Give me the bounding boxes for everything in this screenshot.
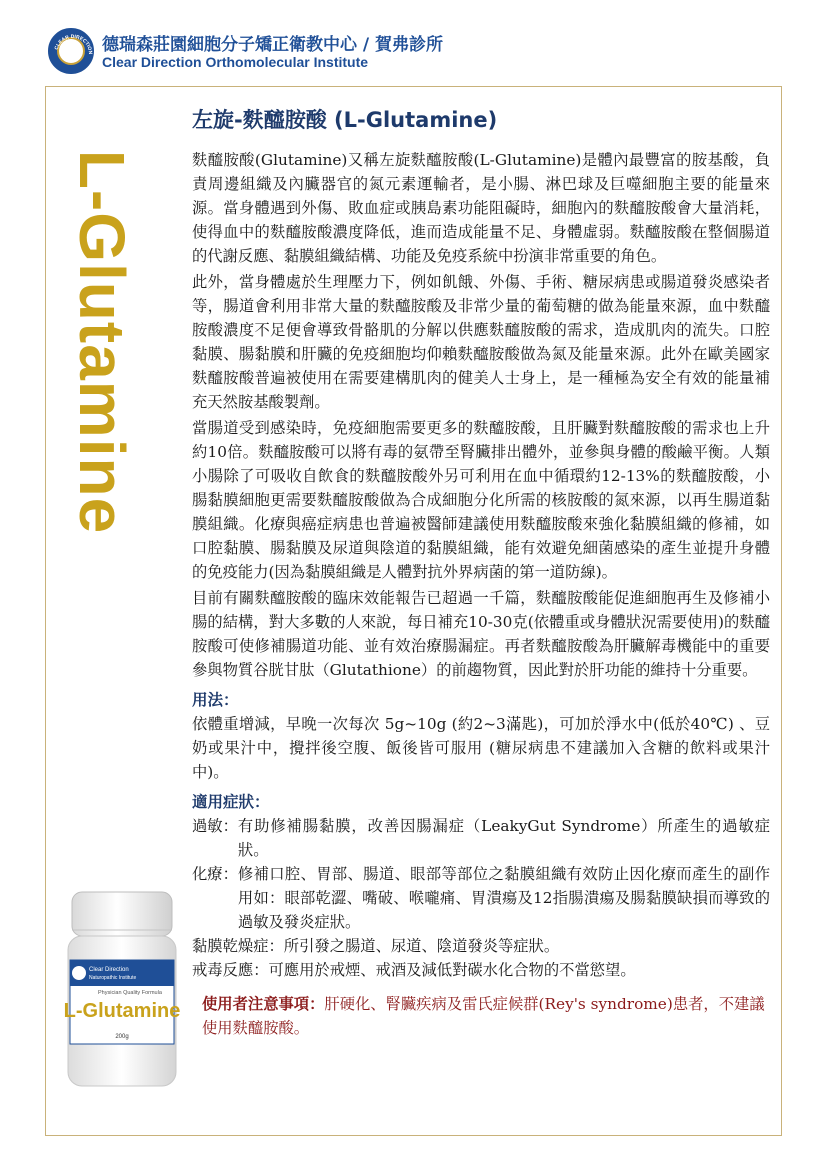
page-header (48, 26, 748, 76)
bottle-cap (72, 892, 172, 936)
indication-label: 過敏： (192, 817, 238, 835)
indication-item (192, 862, 770, 934)
indication-label: 黏膜乾燥症： (192, 937, 284, 955)
indication-item (192, 814, 770, 862)
paragraph-1: 麩醯胺酸(Glutamine)又稱左旋麩醯胺酸(L-Glutamine)是體內最豐富的胺基酸，負責周邊組織及內臟器官的氮元素運輸者，是小腸、淋巴球及巨噬細胞主要的能量來源。當身體遇到外傷、敗血症或胰島素功能阻礙時，細胞內的麩醯胺酸會大量消耗，使得血中的麩醯胺酸濃度降低，進而造成能量不足、身體虛弱。麩醯胺酸在整個腸道的代謝反應、黏膜組織結構、功能及免疫系統中扮演非常重要的角色。 (192, 151, 770, 265)
page-title: 左旋-麩醯胺酸 (L-Glutamine) (192, 108, 498, 132)
logo-ring (50, 30, 96, 76)
indication-text: 修補口腔、胃部、腸道、眼部等部位之黏膜組織有效防止因化療而產生的副作用如：眼部乾澀、嘴破、喉嚨痛、胃潰瘍及12指腸潰瘍及腸黏膜缺損而導致的過敏及發炎症狀。 (237, 865, 770, 931)
institute-name-en: Clear Direction Orthomolecular Institute (102, 54, 369, 70)
indication-text: 有助修補腸黏膜，改善因腸漏症（LeakyGut Syndrome）所產生的過敏症狀。 (237, 817, 770, 859)
indications-heading: 適用症狀： (192, 793, 270, 811)
side-title-text: L-Glutamine (66, 149, 138, 535)
warning-text: 肝硬化、腎臟疾病及雷氏症候群(Rey's syndrome)患者，不建議使用麩醯胺酸。 (202, 995, 765, 1037)
bottle-product-name: L-Glutamine (64, 1000, 180, 1022)
bottle-brand-line2: Naturopathic Institute (89, 975, 137, 981)
bottle-logo-icon (72, 966, 86, 980)
institute-logo-icon (48, 28, 94, 74)
paragraph-4: 目前有關麩醯胺酸的臨床效能報告已超過一千篇，麩醯胺酸能促進細胞再生及修補小腸的結構，對大多數的人來說，每日補充10-30克(依體重或身體狀況需要使用)的麩醯胺酸可使修補腸道功能、並有效治療腸漏症。再者麩醯胺酸為肝臟解毒機能中的重要參與物質谷胱甘肽（Glutathione）的前趨物質，因此對於肝功能的維持十分重要。 (192, 589, 770, 679)
side-title (66, 149, 138, 535)
warning-note (202, 992, 770, 1040)
indication-text: 所引發之腸道、尿道、陰道發炎等症狀。 (283, 937, 560, 955)
bottle-brand-line1: Clear Direction (89, 967, 129, 973)
product-bottle-image (64, 890, 180, 1090)
usage-text: 依體重增減，早晚一次每次 5g~10g (約2~3滿匙)，可加於淨水中(低於40℃) 、豆奶或果汁中，攪拌後空腹、飯後皆可服用 (糖尿病患不建議加入含糖的飲料或果汁中)。 (192, 715, 770, 781)
indication-label: 化療： (192, 865, 238, 883)
bottle-weight: 200g (115, 1034, 129, 1040)
bottle-quality: Physician Quality Formula (98, 990, 162, 996)
indication-label: 戒毒反應： (192, 961, 269, 979)
indication-text: 可應用於戒煙、戒酒及減低對碳水化合物的不當慾望。 (268, 961, 636, 979)
usage-heading: 用法： (192, 691, 239, 709)
institute-name-zh: 德瑞森莊園細胞分子矯正衛教中心 / 賀弗診所 (102, 35, 444, 55)
paragraph-2: 此外，當身體處於生理壓力下，例如飢餓、外傷、手術、糖尿病患或腸道發炎感染者等，腸道會利用非常大量的麩醯胺酸及非常少量的葡萄糖的做為能量來源，血中麩醯胺酸濃度不足便會導致骨骼肌的分解以供應麩醯胺酸的需求，造成肌肉的流失。口腔黏膜、腸黏膜和肝臟的免疫細胞均仰賴麩醯胺酸做為氮及能量來源。此外在歐美國家麩醯胺酸普遍被使用在需要建構肌肉的健美人士身上，是一種極為安全有效的能量補充天然胺基酸製劑。 (192, 273, 770, 411)
indication-item (192, 934, 770, 958)
svg-text:CLEAR DIRECTION (54, 34, 93, 55)
paragraph-3: 當腸道受到感染時，免疫細胞需要更多的麩醯胺酸，且肝臟對麩醯胺酸的需求也上升約10倍。麩醯胺酸可以將有毒的氨帶至腎臟排出體外，並參與身體的酸鹼平衡。人類小腸除了可吸收自飲食的麩醯胺酸外另可利用在血中循環約12-13%的麩醯胺酸，小腸黏膜細胞更需要麩醯胺酸做為合成細胞分化所需的核胺酸的氮來源，以再生腸道黏膜組織。化療與癌症病患也普遍被醫師建議使用麩醯胺酸來強化黏膜組織的修補，如口腔黏膜、腸黏膜及尿道與陰道的黏膜組織，能有效避免細菌感染的產生並提升身體的免疫能力(因為黏膜組織是人體對抗外界病菌的第一道防線)。 (192, 419, 770, 581)
warning-label: 使用者注意事項： (202, 995, 325, 1013)
logo-ring-text: CLEAR DIRECTION (53, 33, 94, 55)
article (192, 104, 770, 1040)
indication-item (192, 958, 770, 982)
